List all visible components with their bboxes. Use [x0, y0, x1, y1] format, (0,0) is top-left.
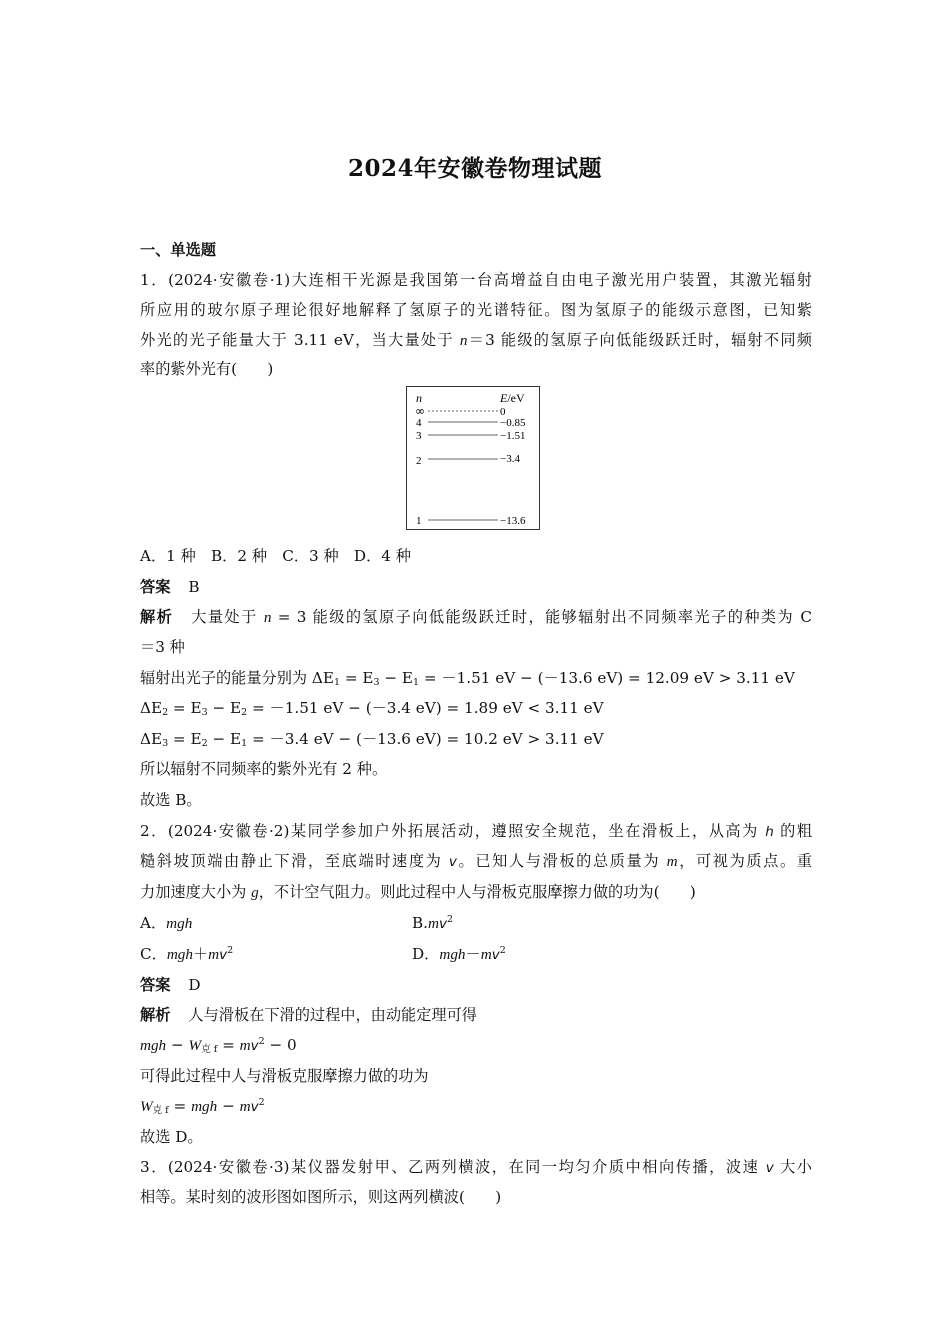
- q2-option-d: D．$mgh-mv^2$: [412, 945, 506, 963]
- q1-analysis-line-2: ＝3 种: [140, 638, 185, 656]
- energy-level-diagram: [406, 386, 540, 530]
- level-n-2: 2: [416, 455, 422, 467]
- section-heading: 一、单选题: [140, 241, 216, 259]
- q3-text-line-1: 3．(2024·安徽卷·3)某仪器发射甲、乙两列横波，在同一均匀介质中相向传播，波速 v 大小: [140, 1158, 812, 1176]
- diagram-header-e: E/eV: [500, 391, 525, 405]
- level-e-1: −13.6: [500, 515, 526, 527]
- q2-option-b: $B.mv^2$: [412, 914, 454, 932]
- q2-options-row-1: [140, 913, 812, 934]
- diagram-header-n: n: [416, 391, 422, 405]
- q1-text-line-2: 所应用的玻尔原子理论很好地解释了氢原子的光谱特征。图为氢原子的能级示意图，已知紫: [140, 301, 812, 319]
- q2-text-line-3: 力加速度大小为 g，不计空气阻力。则此过程中人与滑板克服摩擦力做的功为( ): [140, 883, 696, 901]
- level-e-2: −3.4: [500, 453, 520, 465]
- q2-text-line-1: 2．(2024·安徽卷·2)某同学参加户外拓展活动，遵照安全规范，坐在滑板上，从高为 h 的粗: [140, 822, 813, 840]
- q1-text-line-3: 外光的光子能量大于 3.11 eV，当大量处于 n＝3 能级的氢原子向低能级跃迁时，辐射不同频: [140, 331, 812, 349]
- q1-analysis-line-4: $\Delta E_2 = E_3 - E_2 = -1.51$ eV − (－3.4 eV) = 1.89 eV < 3.11 eV: [140, 699, 604, 718]
- q2-analysis-line-1: 解析 人与滑板在下滑的过程中，由动能定理可得: [140, 1006, 477, 1024]
- level-e-4: −0.85: [500, 417, 526, 429]
- q1-conclusion: 故选 B。: [140, 791, 202, 809]
- q1-options: A．1 种 B．2 种 C．3 种 D．4 种: [140, 547, 411, 565]
- q2-answer: 答案 D: [140, 976, 201, 994]
- level-e-3: −1.51: [500, 430, 526, 442]
- level-e-inf: 0: [500, 406, 506, 418]
- level-n-3: 3: [416, 430, 422, 442]
- q1-analysis-line-6: 所以辐射不同频率的紫外光有 2 种。: [140, 760, 388, 778]
- q2-text-line-2: 糙斜坡顶端由静止下滑，至底端时速度为 v。已知人与滑板的总质量为 m，可视为质点。重: [140, 852, 813, 870]
- q1-analysis-line-1: 解析 大量处于 n = 3 能级的氢原子向低能级跃迁时，能够辐射出不同频率光子的种类为 C: [140, 608, 813, 626]
- q2-equation-1: mgh − $W_{克 f} = mv^2 - 0$: [140, 1036, 297, 1055]
- q2-option-a: A．mgh: [140, 914, 193, 932]
- q1-text-line-4: 率的紫外光有( ): [140, 360, 274, 378]
- page-title: 2024年安徽卷物理试题: [347, 155, 602, 182]
- q1-analysis-line-3: 辐射出光子的能量分别为 $\Delta E_1 = E_3 - E_1 = -1.51$ eV − (－13.6 eV) = 12.09 eV > 3.11 eV: [140, 669, 795, 688]
- q1-text-line-1: 1．(2024·安徽卷·1)大连相干光源是我国第一台高增益自由电子激光用户装置，其激光辐射: [140, 271, 812, 289]
- q2-conclusion: 故选 D。: [140, 1128, 203, 1146]
- q2-analysis-line-3: 可得此过程中人与滑板克服摩擦力做的功为: [140, 1067, 429, 1085]
- q2-option-c: C．$mgh+mv^2$: [140, 945, 234, 963]
- q3-text-line-2: 相等。某时刻的波形图如图所示，则这两列横波( ): [140, 1188, 502, 1206]
- q1-analysis-line-5: $\Delta E_3 = E_2 - E_1 = -3.4$ eV − (－13.6 eV) = 10.2 eV > 3.11 eV: [140, 730, 604, 749]
- q2-options-row-2: [140, 944, 812, 965]
- level-n-1: 1: [416, 515, 422, 527]
- q2-equation-2: $W_{克 f}$ = mgh − $mv^2$: [140, 1097, 265, 1116]
- q1-answer: 答案 B: [140, 578, 200, 596]
- level-n-4: 4: [416, 417, 422, 429]
- level-n-inf: ∞: [415, 404, 425, 418]
